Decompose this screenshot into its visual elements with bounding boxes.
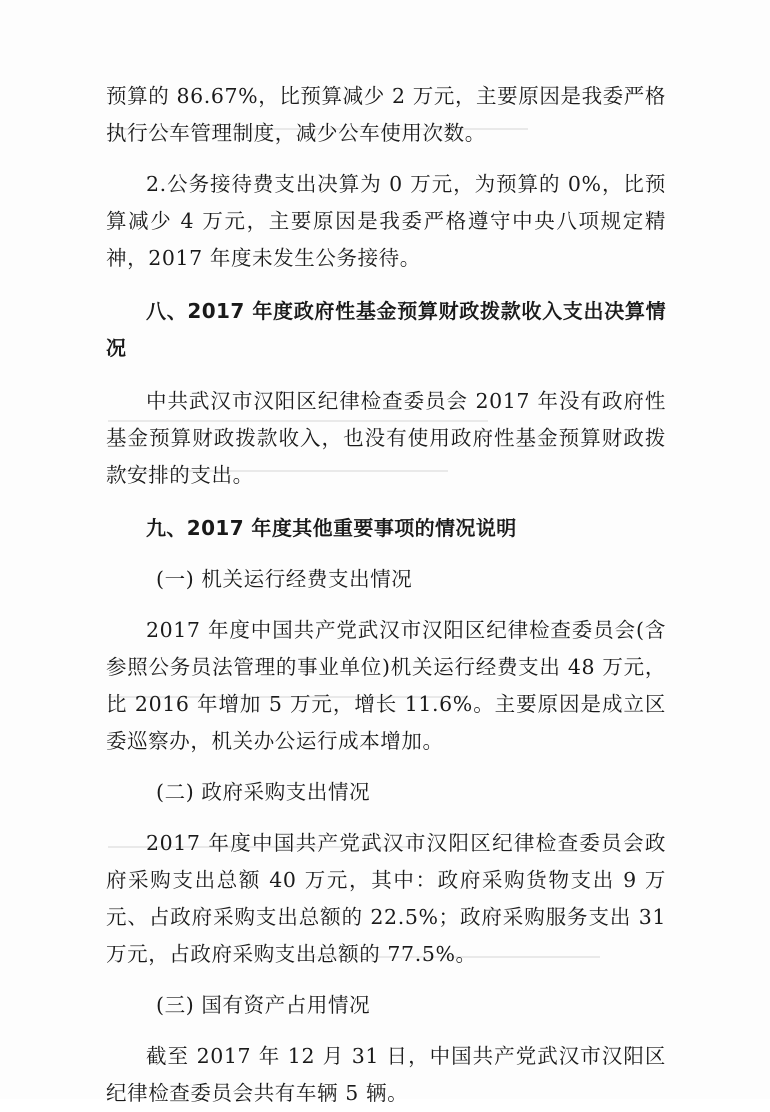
paragraph-procurement: 2017 年度中国共产党武汉市汉阳区纪律检查委员会政府采购支出总额 40 万元，其中：政府采购货物支出 9 万元、占政府采购支出总额的 22.5%；政府采购服务支出 31 万元，占政府采购支出总额的 77.5%。 <box>106 831 666 966</box>
paragraph-state-assets: 截至 2017 年 12 月 31 日，中国共产党武汉市汉阳区纪律检查委员会共有车辆 5 辆。 <box>106 1044 666 1105</box>
paragraph-operating-expenses: 2017 年度中国共产党武汉市汉阳区纪律检查委员会(含参照公务员法管理的事业单位)机关运行经费支出 48 万元，比 2016 年增加 5 万元，增长 11.6%。主要原因是成立区委巡察办，机关办公运行成本增加。 <box>106 618 666 753</box>
document-body <box>106 78 666 1112</box>
paragraph-government-fund: 中共武汉市汉阳区纪律检查委员会 2017 年没有政府性基金预算财政拨款收入，也没有使用政府性基金预算财政拨款安排的支出。 <box>106 389 666 487</box>
section-heading-9: 九、2017 年度其他重要事项的情况说明 <box>146 516 517 540</box>
subheading-procurement: (二) 政府采购支出情况 <box>156 780 371 804</box>
paragraph-reception-cost: 2.公务接待费支出决算为 0 万元，为预算的 0%，比预算减少 4 万元，主要原因是我委严格遵守中央八项规定精神，2017 年度未发生公务接待。 <box>106 172 666 270</box>
subheading-state-assets: (三) 国有资产占用情况 <box>156 993 371 1017</box>
section-heading-8: 八、2017 年度政府性基金预算财政拨款收入支出决算情况 <box>106 299 666 360</box>
subheading-operating-expenses: (一) 机关运行经费支出情况 <box>156 567 413 591</box>
paragraph-vehicle-cost: 预算的 86.67%，比预算减少 2 万元，主要原因是我委严格执行公车管理制度，减少公车使用次数。 <box>106 84 666 145</box>
